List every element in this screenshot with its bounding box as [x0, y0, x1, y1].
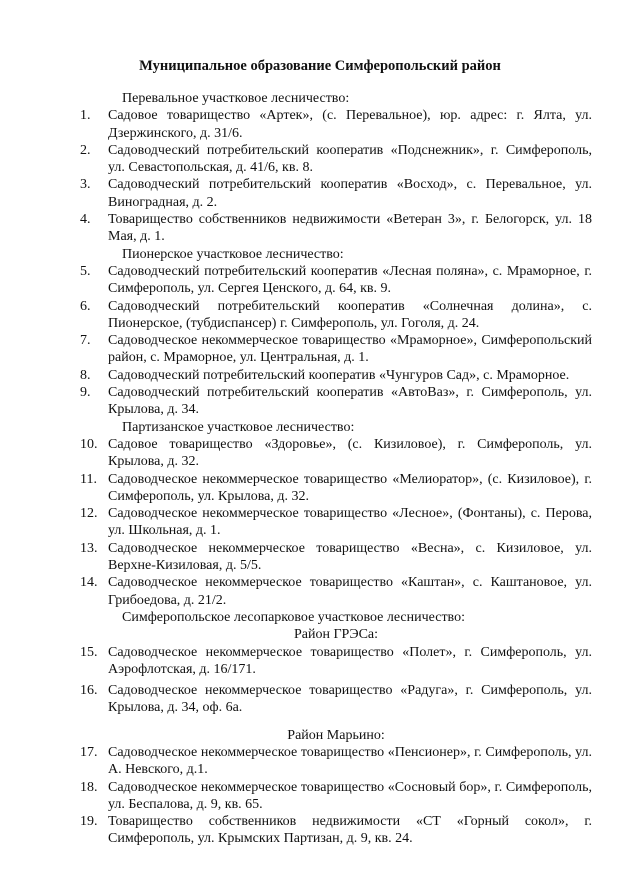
section-heading-perevalnoe: Перевальное участковое лесничество:	[122, 91, 350, 106]
item-number: 9.	[80, 385, 91, 401]
item-text: Товарищество собственников недвижимости «Ветеран 3», г. Белогорск, ул. 18 Мая, д. 1.	[108, 212, 592, 245]
item-text: Садоводческий потребительский кооператив «АвтоВаз», г. Симферополь, ул. Крылова, д. 34.	[108, 385, 592, 418]
list-item	[80, 332, 592, 367]
section-heading-simferopolskoe: Симферопольское лесопарковое участковое лесничество:	[122, 609, 465, 625]
list-item	[80, 367, 592, 384]
item-number: 17.	[80, 744, 98, 760]
item-number: 16.	[80, 683, 98, 699]
list-item	[80, 211, 592, 246]
item-number: 4.	[80, 212, 91, 228]
item-text: Садоводческое некоммерческое товарищество «Каштан», с. Каштановое, ул. Грибоедова, д. 21/2.	[108, 575, 592, 608]
item-number: 10.	[80, 436, 98, 452]
list-item	[80, 384, 592, 419]
item-text: Садовое товарищество «Артек», (с. Перевальное), юр. адрес: г. Ялта, ул. Дзержинского, д. 31/6.	[108, 108, 592, 141]
item-text: Садоводческое некоммерческое товарищество «Радуга», г. Симферополь, ул. Крылова, д. 34, оф. 6а.	[108, 683, 592, 716]
section-heading-partizanskoe: Партизанское участковое лесничество:	[122, 419, 355, 435]
item-text: Садоводческое некоммерческое товарищество «Весна», с. Кизиловое, ул. Верхне-Кизиловая, д. 5/5.	[108, 540, 592, 574]
item-text: Садоводческий потребительский кооператив «Чунгуров Сад», с. Мраморное.	[108, 367, 570, 383]
item-text: Садоводческий потребительский кооператив «Подснежник», г. Симферополь, ул. Севастопольская, д. 41/6, кв. 8.	[108, 142, 592, 176]
item-text: Садоводческое некоммерческое товарищество «Полет», г. Симферополь, ул. Аэрофлотская, д. 16/171.	[108, 644, 592, 677]
item-text: Товарищество собственников недвижимости «СТ «Горный сокол», г. Симферополь, ул. Крымских Партизан, д. 9, кв. 24.	[108, 814, 592, 847]
list-item	[80, 813, 592, 848]
document-body	[80, 90, 592, 848]
list-item	[80, 644, 592, 679]
list-item	[80, 505, 592, 540]
item-text: Садовое товарищество «Здоровье», (с. Кизиловое), г. Симферополь, ул. Крылова, д. 32.	[108, 436, 592, 470]
item-number: 15.	[80, 644, 98, 660]
list-item	[80, 436, 592, 471]
item-number: 6.	[80, 298, 91, 314]
item-number: 7.	[80, 333, 91, 349]
list-item	[80, 744, 592, 779]
list-item	[80, 574, 592, 609]
list-item	[80, 779, 592, 814]
item-text: Садоводческое некоммерческое товарищество «Пенсионер», г. Симферополь, ул. А. Невского, д.1.	[108, 744, 592, 778]
item-number: 11.	[80, 471, 97, 487]
item-number: 13.	[80, 540, 98, 556]
item-text: Садоводческое некоммерческое товарищество «Сосновый бор», г. Симферополь, ул. Беспалова, д. 9, кв. 65.	[108, 779, 592, 812]
document-title: Муниципальное образование Симферопольский район	[139, 58, 501, 74]
list-item	[80, 142, 592, 177]
list-item	[80, 263, 592, 298]
item-number: 18.	[80, 779, 98, 795]
item-number: 8.	[80, 367, 91, 383]
list-item	[80, 107, 592, 142]
item-number: 14.	[80, 575, 98, 591]
item-number: 1.	[80, 108, 91, 124]
item-text: Садоводческое некоммерческое товарищество «Лесное», (Фонтаны), с. Перова, ул. Школьная, д. 1.	[108, 506, 592, 539]
list-item	[80, 298, 592, 333]
list-item	[80, 471, 592, 506]
list-item	[80, 540, 592, 575]
item-text: Садоводческий потребительский кооператив «Лесная поляна», с. Мраморное, г. Симферополь, ул. Сергея Ценского, д. 64, кв. 9.	[108, 263, 592, 297]
subsection-heading-maryino: Район Марьино:	[287, 727, 385, 743]
item-number: 2.	[80, 142, 91, 158]
section-heading-pionerskoe: Пионерское участковое лесничество:	[122, 246, 344, 262]
item-number: 12.	[80, 506, 98, 522]
subsection-heading-gres: Район ГРЭСа:	[293, 627, 379, 643]
item-text: Садоводческое некоммерческое товарищество «Мелиоратор», (с. Кизиловое), г. Симферополь, ул. Крылова, д. 32.	[108, 471, 592, 504]
item-number: 19.	[80, 814, 98, 830]
item-number: 5.	[80, 263, 91, 279]
item-text: Садоводческий потребительский кооператив «Солнечная долина», с. Пионерское, (тубдиспансер) г. Симферополь, ул. Гоголя, д. 24.	[108, 298, 592, 331]
item-text: Садоводческий потребительский кооператив «Восход», с. Перевальное, ул. Виноградная, д. 2.	[108, 177, 592, 210]
item-text: Садоводческое некоммерческое товарищество «Мраморное», Симферопольский район, с. Мраморное, ул. Центральная, д. 1.	[108, 333, 592, 366]
list-item	[80, 176, 592, 211]
item-number: 3.	[80, 177, 91, 193]
list-item	[80, 682, 592, 717]
